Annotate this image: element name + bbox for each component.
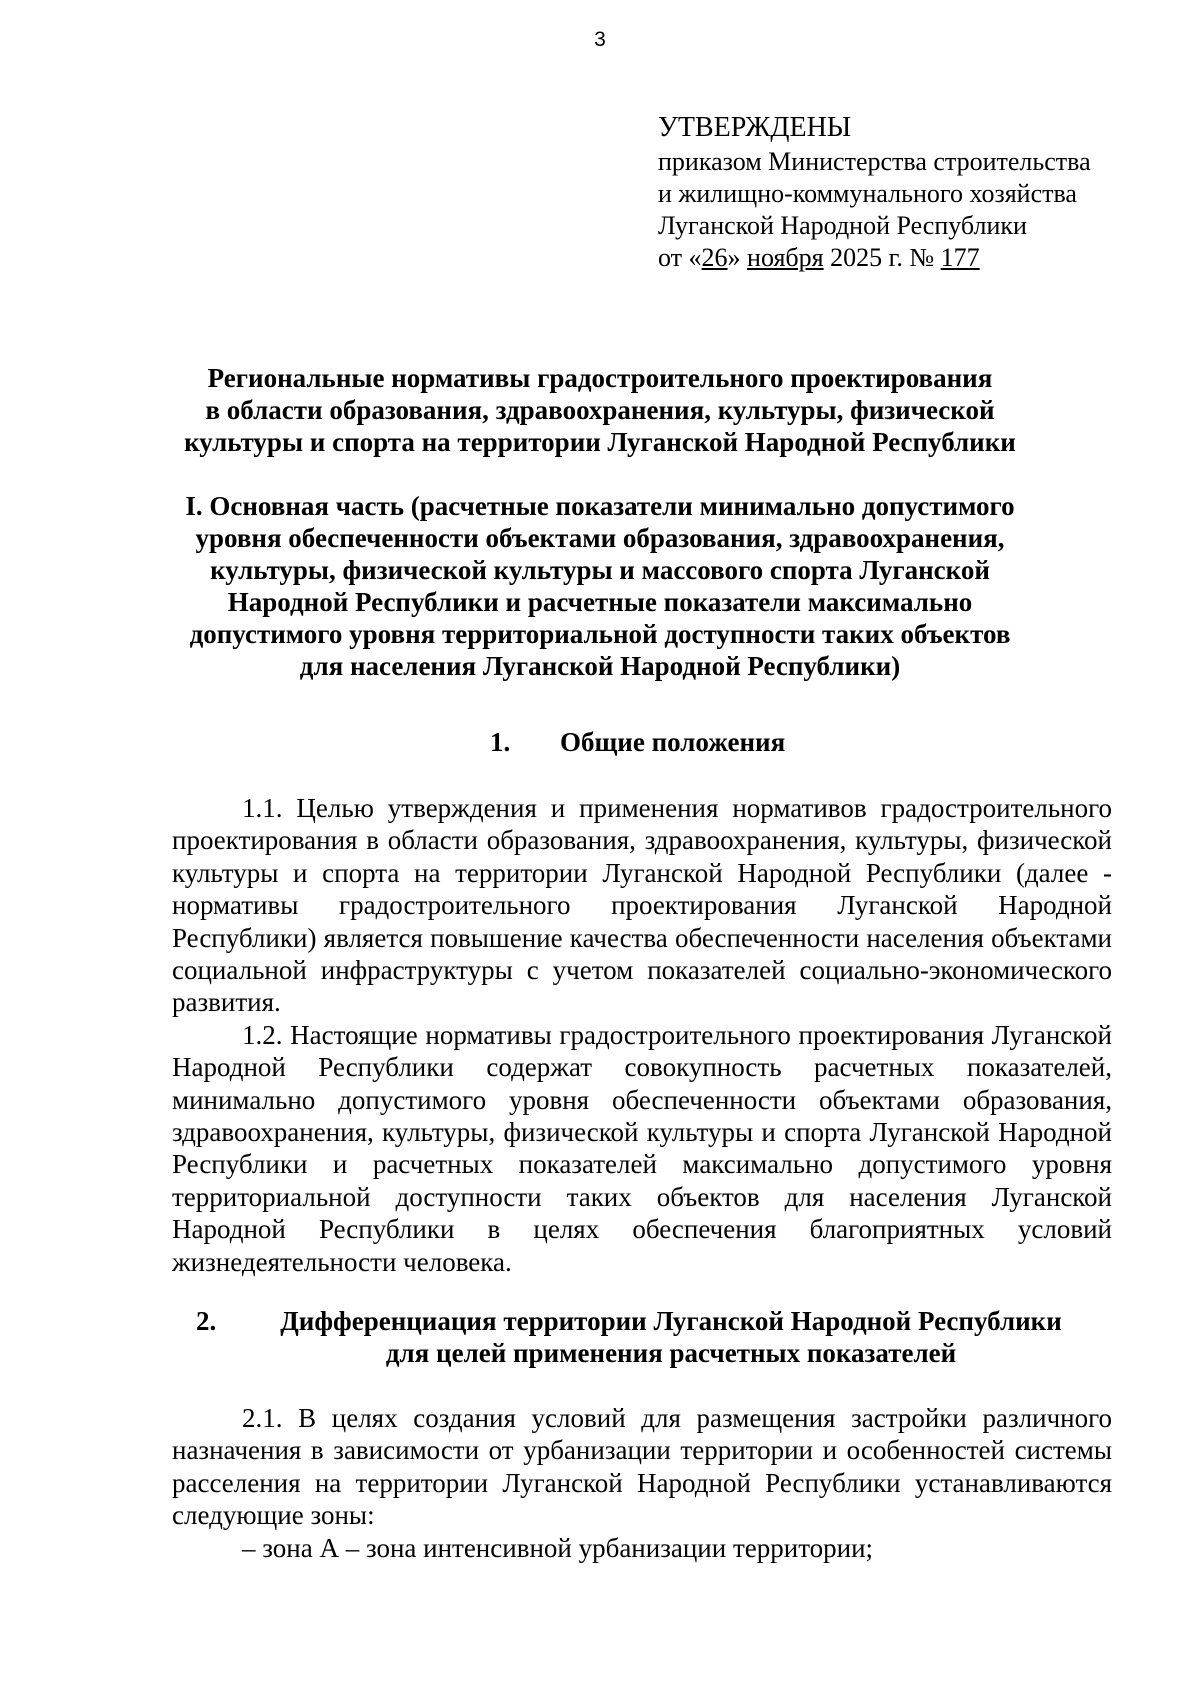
paragraph-1-1: 1.1. Целью утверждения и применения нормативов градостроительного проектирования в области образования, здравоохранения, культуры, физической культуры и спорта на территории Луганской Народной Республики (далее - нормативы градостроительного проектирования Луганской Народной Республики) является повышение качества обеспеченности населения объектами социальной инфраструктуры с учетом показателей социально-экономического развития. bbox=[172, 793, 1112, 1018]
part-title-line: культуры, физической культуры и массового спорта Луганской bbox=[210, 555, 990, 585]
section-title-line: для целей применения расчетных показателей bbox=[385, 1338, 957, 1368]
approval-line: приказом Министерства строительства bbox=[658, 147, 1091, 176]
date-month: ноября bbox=[747, 243, 824, 272]
date-suffix: 2025 г. № bbox=[823, 243, 941, 272]
date-day: 26 bbox=[701, 243, 728, 272]
approval-title: УТВЕРЖДЕНЫ bbox=[658, 112, 852, 143]
section-1-body bbox=[172, 792, 1112, 1278]
approval-block bbox=[658, 110, 1091, 274]
date-prefix: от « bbox=[658, 243, 702, 272]
document-title-line: культуры и спорта на территории Луганской Народной Республики bbox=[184, 427, 1016, 457]
part-title-line: уровня обеспеченности объектами образования, здравоохранения, bbox=[195, 523, 1005, 553]
document-title-line: в области образования, здравоохранения, культуры, физической bbox=[205, 395, 995, 425]
date-mid: » bbox=[727, 243, 748, 272]
approval-line: Луганской Народной Республики bbox=[658, 211, 1027, 240]
document-title-line: Региональные нормативы градостроительного проектирования bbox=[207, 363, 993, 393]
section-title: Общие положения bbox=[560, 727, 786, 757]
part-title-line: допустимого уровня территориальной доступности таких объектов bbox=[189, 619, 1011, 649]
part-title-line: для населения Луганской Народной Республики) bbox=[299, 651, 901, 681]
approval-line: и жилищно-коммунального хозяйства bbox=[658, 179, 1077, 208]
page-number: 3 bbox=[594, 28, 606, 51]
section-number: 1. bbox=[490, 727, 511, 757]
section-title-line: Дифференциация территории Луганской Народной Республики bbox=[280, 1306, 1062, 1336]
document-title bbox=[150, 362, 1050, 458]
part-title bbox=[150, 490, 1050, 682]
part-title-line: Народной Республики и расчетные показатели максимально bbox=[227, 587, 973, 617]
section-number: 2. bbox=[196, 1306, 217, 1336]
part-title-line: I. Основная часть (расчетные показатели минимально допустимого bbox=[185, 491, 1015, 521]
approval-date-line bbox=[658, 242, 1091, 274]
list-item-zone-a: – зона А – зона интенсивной урбанизации территории; bbox=[242, 1532, 874, 1563]
paragraph-2-1: 2.1. В целях создания условий для размещения застройки различного назначения в зависимости от урбанизации территории и особенностей системы расселения на территории Луганской Народной Республики устанавливаются следующие зоны: bbox=[172, 1403, 1112, 1531]
section-title bbox=[216, 1305, 1126, 1369]
section-2-body bbox=[172, 1402, 1112, 1564]
paragraph-1-2: 1.2. Настоящие нормативы градостроительного проектирования Луганской Народной Республики содержат совокупность расчетных показателей, минимально допустимого уровня обеспеченности объектами образования, здравоохранения, культуры, физической культуры и спорта Луганской Народной Республики и расчетных показателей максимально допустимого уровня территориальной доступности таких объектов для населения Луганской Народной Республики в целях обеспечения благоприятных условий жизнедеятельности человека. bbox=[172, 1019, 1112, 1277]
order-number: 177 bbox=[940, 243, 980, 272]
